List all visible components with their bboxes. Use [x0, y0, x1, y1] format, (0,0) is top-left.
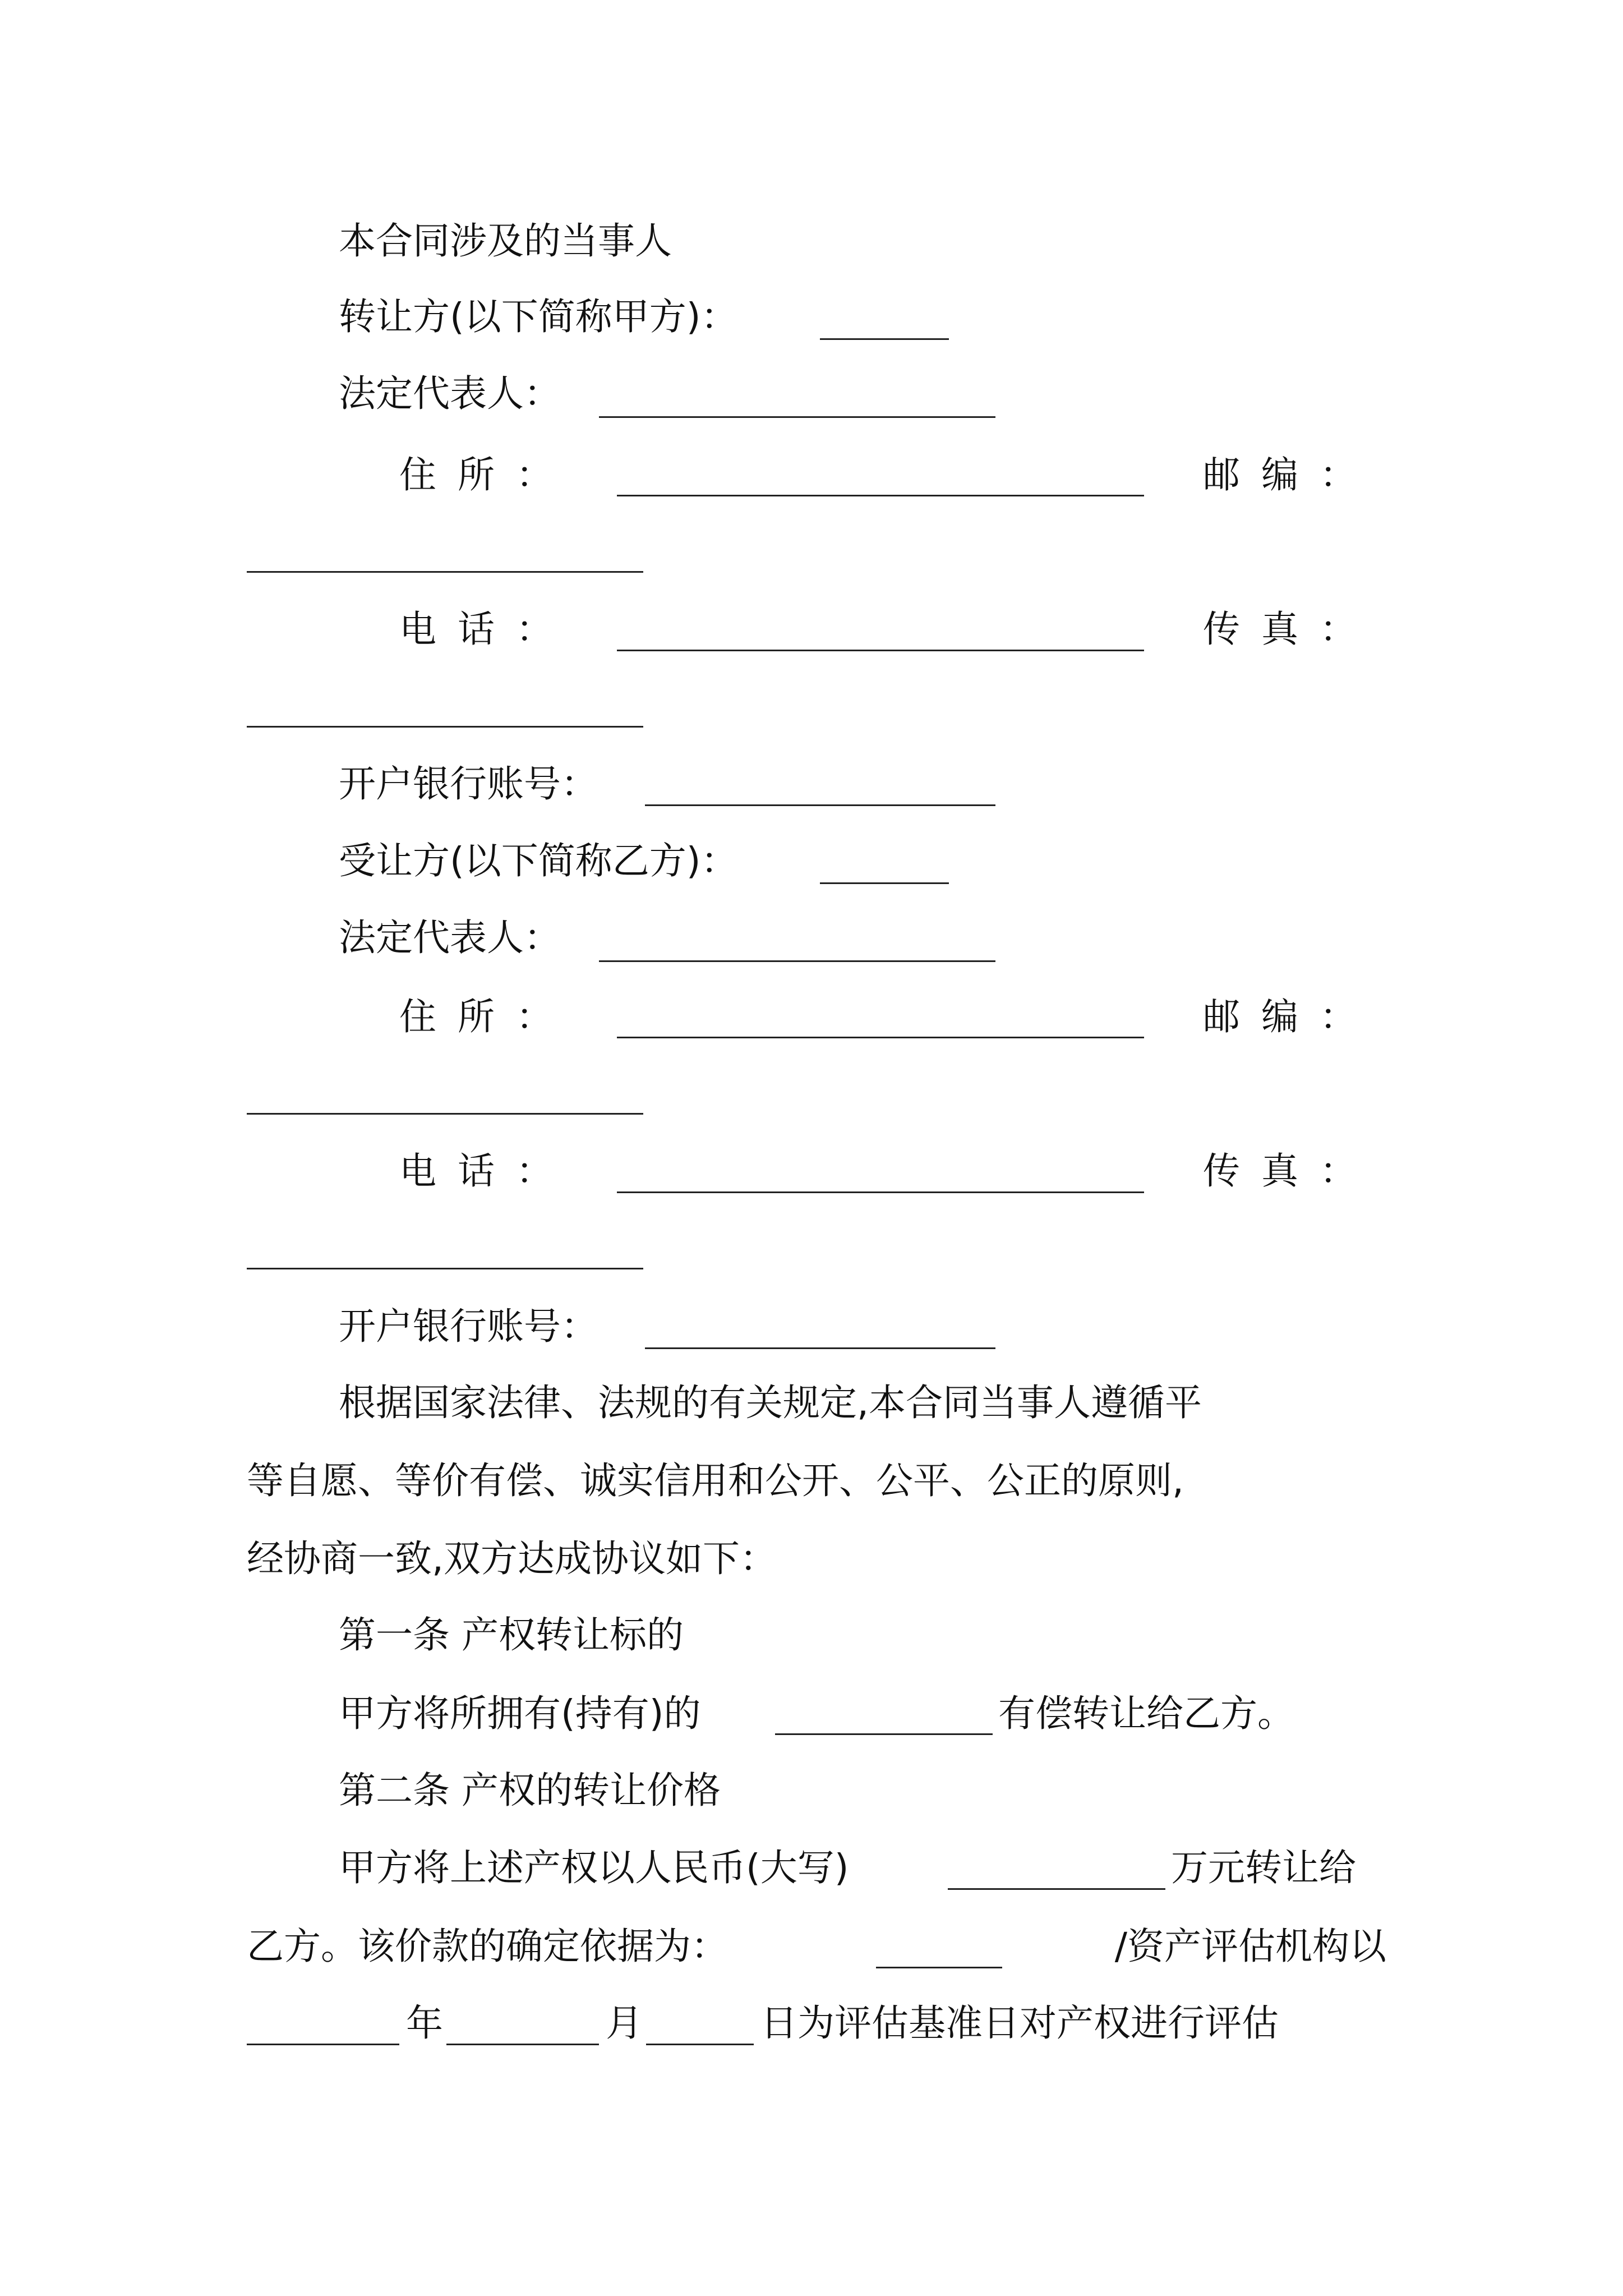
party-a-fax-blank: [247, 726, 643, 728]
party-b-address-label: 住所：: [399, 995, 574, 1038]
party-b-postcode-label: 邮编：: [1203, 995, 1378, 1038]
article-2-basis-blank: [876, 1967, 1002, 1968]
article-2-month-label: 月: [606, 2001, 643, 2045]
preamble-line-2: 等自愿、等价有偿、诚实信用和公开、公平、公正的原则,: [247, 1459, 1184, 1502]
party-a-name-blank: [820, 338, 949, 340]
party-a-address-label: 住所：: [399, 453, 574, 496]
party-b-rep-blank: [599, 960, 995, 962]
party-b-name-blank: [820, 882, 949, 884]
preamble-line-1: 根据国家法律、法规的有关规定,本合同当事人遵循平: [339, 1381, 1202, 1424]
party-b-fax-blank: [247, 1268, 643, 1269]
preamble-line-3: 经协商一致,双方达成协议如下：: [247, 1537, 777, 1580]
party-a-heading: 转让方(以下简称甲方)：: [339, 295, 738, 338]
party-b-rep-label: 法定代表人：: [339, 916, 561, 959]
party-a-fax-label: 传真：: [1203, 608, 1378, 651]
article-2-day-blank: [646, 2044, 754, 2045]
party-a-phone-label: 电话：: [399, 608, 574, 651]
article-1-text-after: 有偿转让给乙方。: [998, 1692, 1294, 1735]
article-2-year-blank: [247, 2044, 399, 2045]
party-b-fax-label: 传真：: [1203, 1149, 1378, 1193]
article-2-title: 第二条 产权的转让价格: [339, 1769, 721, 1812]
party-a-rep-blank: [599, 416, 995, 418]
article-1-text-before: 甲方将所拥有(持有)的: [339, 1692, 701, 1735]
article-2-line-2-b: /资产评估机构以: [1114, 1925, 1386, 1968]
party-a-address-blank: [617, 495, 1144, 496]
party-b-bank-label: 开户银行账号：: [339, 1305, 598, 1348]
party-b-address-blank: [617, 1037, 1144, 1038]
article-2-day-rest: 日为评估基准日对产权进行评估: [760, 2001, 1279, 2045]
party-b-phone-blank: [617, 1191, 1144, 1193]
parties-intro: 本合同涉及的当事人: [339, 219, 672, 263]
article-2-year-label: 年: [406, 2001, 443, 2045]
article-1-object-blank: [775, 1733, 993, 1735]
article-2-line-1-after: 万元转让给: [1171, 1846, 1356, 1889]
party-b-bank-blank: [645, 1347, 995, 1349]
article-2-line-2-a: 乙方。该价款的确定依据为：: [247, 1925, 728, 1968]
article-2-month-blank: [446, 2044, 599, 2045]
party-a-bank-blank: [645, 804, 995, 806]
article-2-line-1-before: 甲方将上述产权以人民币(大写): [339, 1846, 849, 1889]
party-a-phone-blank: [617, 650, 1144, 651]
article-1-title: 第一条 产权转让标的: [339, 1613, 684, 1657]
party-a-postcode-label: 邮编：: [1203, 453, 1378, 496]
party-b-phone-label: 电话：: [399, 1149, 574, 1193]
party-a-postcode-blank: [247, 571, 643, 573]
party-b-postcode-blank: [247, 1113, 643, 1115]
party-a-rep-label: 法定代表人：: [339, 372, 561, 415]
article-2-price-blank: [948, 1888, 1165, 1890]
party-a-bank-label: 开户银行账号：: [339, 762, 598, 806]
article-2-line-2: [247, 1921, 1386, 1972]
party-b-heading: 受让方(以下简称乙方)：: [339, 839, 738, 882]
article-2-basis-gap: [851, 1921, 992, 1972]
